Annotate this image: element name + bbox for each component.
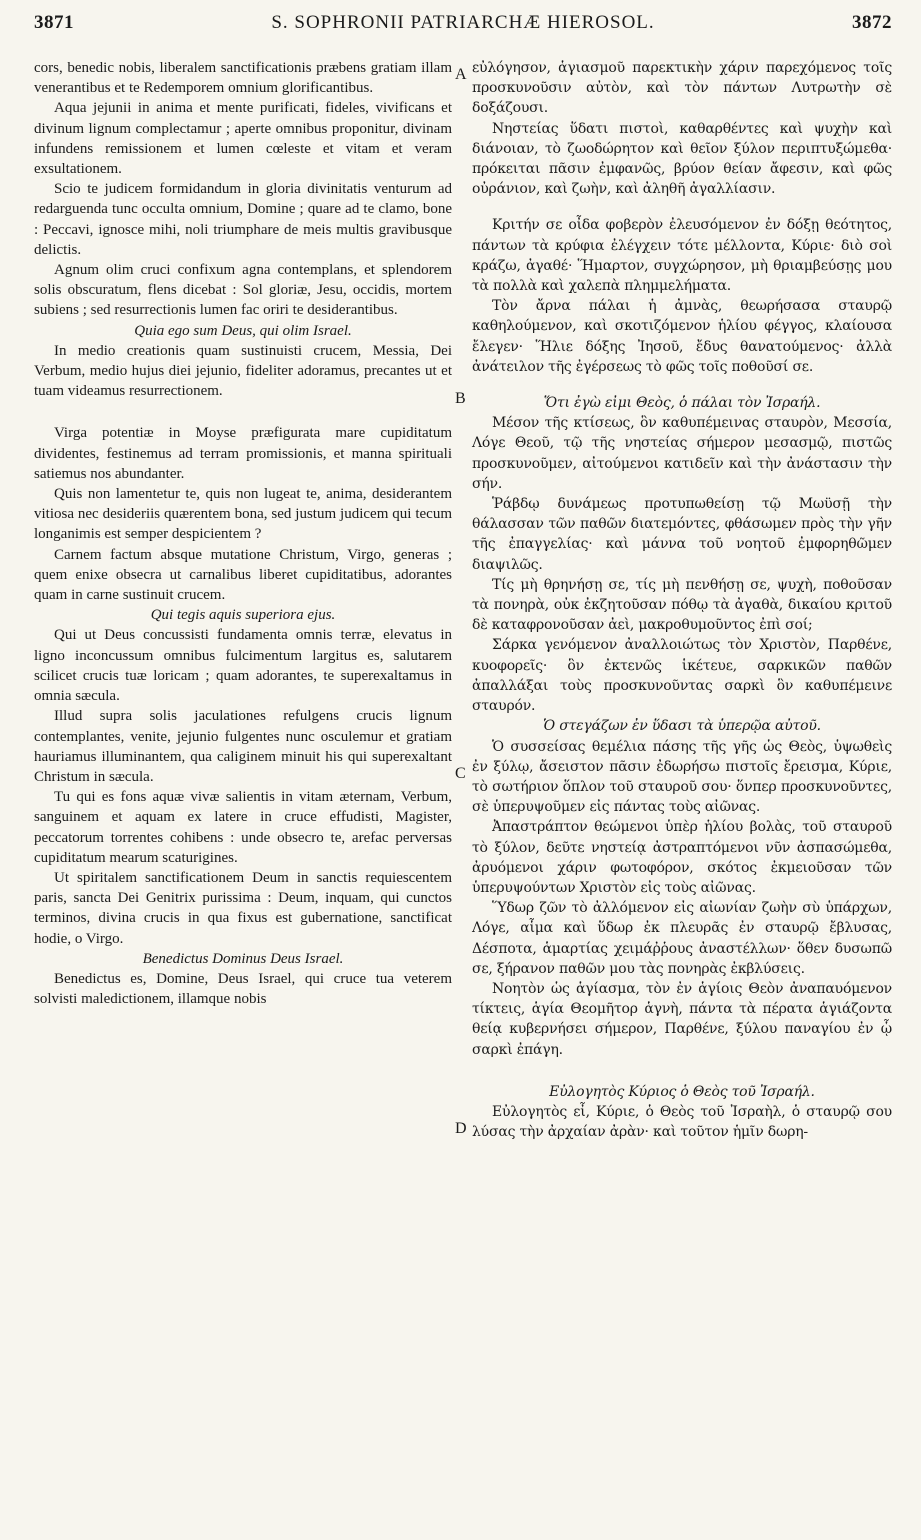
page-number-left: 3871 bbox=[34, 12, 74, 33]
paragraph-gap bbox=[472, 377, 892, 393]
latin-paragraph: Qui ut Deus concussisti fundamenta omnis terræ, elevatus in ligno inconcussum omnibus fulcimentum largitus es, salutarem scilicet crucis tuæ loricam ; quam adorantes, te superexaltamus in omnia sæcula. bbox=[34, 627, 452, 705]
greek-paragraph: Εὐλογητὸς εἶ, Κύριε, ὁ Θεὸς τοῦ Ἰσραὴλ, ὁ σταυρῷ σου λύσας τὴν ἀρχαίαν ἀρὰν· καὶ τοῦτον ἡμῖν δωρη- bbox=[472, 1103, 892, 1141]
latin-section-heading: Benedictus Dominus Deus Israel. bbox=[142, 950, 344, 967]
page-number-right: 3872 bbox=[852, 12, 892, 33]
paragraph-gap bbox=[472, 199, 892, 215]
greek-paragraph: Τὸν ἄρνα πάλαι ἡ ἀμνὰς, θεωρήσασα σταυρῷ καθηλούμενον, καὶ σκοτιζόμενον ἡλίου φέγγος, κλαίουσα ἔλεγεν· Ἥλιε δόξης Ἰησοῦ, ἔδυς θανατούμενος· ἀλλὰ ἀνάτειλον τῆς ἐγέρσεως τὸ φῶς τοῖς ποθοῦσί σε. bbox=[472, 298, 892, 375]
paragraph-gap bbox=[34, 401, 452, 423]
latin-paragraph: Benedictus es, Domine, Deus Israel, qui cruce tua veterem solvisti maledictionem, illamque nobis bbox=[34, 970, 452, 1008]
greek-paragraph: Ῥάβδῳ δυνάμεως προτυπωθείσῃ τῷ Μωϋσῇ τὴν θάλασσαν τῶν παθῶν διατεμόντες, φθάσωμεν πρὸς τὴν γῆν τῆς ἐπαγγελίας· καὶ μάννα τοῦ νοητοῦ ἐμφορηθῶμεν διαψιλῶς. bbox=[472, 496, 892, 573]
latin-paragraph: Agnum olim cruci confixum agna contemplans, et splendorem solis obscuratum, flens dicebat : Sol gloriæ, Jesu, occidis, mortem subiens ; sed resurrectionis lumen fac oriri te desiderantibus. bbox=[34, 262, 452, 319]
greek-paragraph: Ὁ συσσείσας θεμέλια πάσης τῆς γῆς ὡς Θεὸς, ὑψωθεὶς ἐν ξύλῳ, ἄσειστον πᾶσιν ἐδωρήσω πιστοῖς ἔρεισμα, Κύριε, τὸ σωτήριον ὅπλον τοῦ σταυροῦ σου· ὅνπερ προσκυνοῦντες, σὲ ὑπερυψοῦμεν εἰς πάντας τοὺς αἰῶνας. bbox=[472, 738, 892, 816]
greek-paragraph: Μέσον τῆς κτίσεως, ὃν καθυπέμεινας σταυρὸν, Μεσσία, Λόγε Θεοῦ, τῷ τῆς νηστείας σήμερον μεσασμῷ, πιστῶς προσκυνοῦμεν, αἰτούμενοι κατιδεῖν καὶ τὴν ἀνάστασιν τὴν σήν. bbox=[472, 415, 892, 492]
page-header bbox=[34, 8, 892, 42]
latin-section-heading: Qui tegis aquis superiora ejus. bbox=[150, 607, 336, 624]
greek-paragraph: Νηστείας ὕδατι πιστοὶ, καθαρθέντες καὶ ψυχὴν καὶ διάνοιαν, τὸ ζωοδώρητον καὶ θεῖον ξύλον περιπτυξώμεθα· πρόκειται πᾶσιν ἐμφανῶς, βρύον θείαν ἄφεσιν, καὶ φῶς οὐράνιον, καὶ ζωὴν, καὶ ἀληθῆ ἀγαλλίασιν. bbox=[472, 120, 892, 198]
latin-paragraph: Carnem factum absque mutatione Christum, Virgo, generas ; quem enixe obsecra ut carnalibus liberet cupiditatibus, adorantes quam in carne sustinuit crucem. bbox=[34, 546, 452, 604]
latin-paragraph: Ut spiritalem sanctificationem Deum in sanctis requiescentem paris, sancta Dei Genitrix purissima : Deum, inquam, qui cunctos terminos, divina crucis in qua fixus est gubernatione, sanctificat hodie, o Virgo. bbox=[34, 869, 452, 947]
greek-paragraph: Ἀπαστράπτον θεώμενοι ὑπὲρ ἡλίου βολὰς, τοῦ σταυροῦ τὸ ξύλον, δεῦτε νηστείᾳ ἀστραπτόμενοι νῦν ἀσπασώμεθα, ἀρυόμενοι χάριν φωτοφόρον, σκότος ἐκμειοῦσαν τῶν ὑπερυψούντων Χριστὸν εἰς τοὺς αἰῶνας. bbox=[472, 819, 892, 896]
latin-paragraph: Scio te judicem formidandum in gloria divinitatis venturum ad redarguenda tunc occulta omnium, Domine ; quare ad te clamo, bone : Peccavi, ignosce mihi, noli triumphare de meis multis gravibusque delictis. bbox=[34, 181, 452, 258]
latin-paragraph: Virga potentiæ in Moyse præfigurata mare cupiditatum dividentes, festinemus ad terram promissionis, et manna spirituali satiemus nos abundanter. bbox=[34, 425, 452, 482]
paragraph-gap bbox=[472, 1060, 892, 1082]
greek-paragraph: εὐλόγησον, ἁγιασμοῦ παρεκτικὴν χάριν παρεχόμενος τοῖς προσκυνοῦσιν αὐτὸν, καὶ τὸν πάντων Λυτρωτὴν σὲ δοξάζουσι. bbox=[472, 60, 892, 117]
margin-letter-d: D bbox=[455, 1120, 467, 1137]
greek-paragraph: Ὕδωρ ζῶν τὸ ἀλλόμενον εἰς αἰωνίαν ζωὴν σὺ ὑπάρχων, Λόγε, αἷμα καὶ ὕδωρ ἐκ πλευρᾶς ἐν σταυρῷ ἔβλυσας, Δέσποτα, ἁμαρτίας χειμάῤῥους ἀναστέλλων· ὅθεν δυσωπῶ σε, ξήρανον παθῶν μου τὰς πονηρὰς ἐκβλύσεις. bbox=[472, 900, 892, 977]
latin-paragraph: Aqua jejunii in anima et mente purificati, fideles, vivificans et divinum lignum complectamur ; aperte omnibus proponitur, divinam infundens remissionem et lumen cœleste et vitam et veram exsultationem. bbox=[34, 100, 452, 178]
greek-paragraph: Κριτήν σε οἶδα φοβερὸν ἐλευσόμενον ἐν δόξῃ θεότητος, πάντων τὰ κρύφια ἐλέγχειν τότε μέλλοντα, Κύριε· διὸ σοὶ κράζω, ἀγαθέ· Ἥμαρτον, συγχώρησον, μὴ θριαμβεύσῃς μου τὰ πολλὰ καὶ χαλεπὰ πλημμελήματα. bbox=[472, 217, 892, 295]
margin-letter-b: B bbox=[455, 390, 466, 407]
greek-section-heading: Ὁ στεγάζων ἐν ὕδασι τὰ ὑπερῷα αὐτοῦ. bbox=[543, 718, 821, 735]
greek-paragraph: Νοητὸν ὡς ἁγίασμα, τὸν ἐν ἁγίοις Θεὸν ἀναπαυόμενον τίκτεις, ἁγία Θεομῆτορ ἁγνὴ, πάντα τὰ πέρατα ἁγιάζοντα θείᾳ κυβερνήσει σήμερον, Παρθένε, ξύλου παναγίου ἐν ᾧ σαρκὶ ἐπάγη. bbox=[472, 980, 892, 1058]
margin-letter-c: C bbox=[455, 765, 466, 782]
latin-paragraph: Illud supra solis jaculationes refulgens crucis lignum contemplantes, venite, jejunio fulgentes nunc osculemur et gratiam hauriamus illuminantem, qua caliginem minuit his qui superexaltant Christum in sæcula. bbox=[34, 708, 452, 785]
running-title: S. SOPHRONII PATRIARCHÆ HIEROSOL. bbox=[271, 12, 655, 33]
latin-column bbox=[34, 58, 452, 1009]
latin-paragraph: In medio creationis quam sustinuisti crucem, Messia, Dei Verbum, medio hujus diei jejunio, fideliter adoramus, precantes ut et tuam videamus resurrectionem. bbox=[34, 342, 452, 400]
greek-section-heading: Ὅτι ἐγὼ εἰμι Θεὸς, ὁ πάλαι τὸν Ἰσραήλ. bbox=[543, 395, 821, 412]
greek-paragraph: Σάρκα γενόμενον ἀναλλοιώτως τὸν Χριστὸν, Παρθένε, κυοφορεῖς· ὃν ἐκτενῶς ἱκέτευε, σαρκικῶν παθῶν ἀπαλλάξαι τοὺς προσκυνοῦντας σαρκὶ ὃν καθυπέμεινε σταυρόν. bbox=[472, 637, 892, 715]
margin-letter-a: A bbox=[455, 66, 467, 83]
latin-paragraph: Quis non lamentetur te, quis non lugeat te, anima, desiderantem vitiosa nec desideriis quærentem bona, sed justum judicem qui tecum longanimis est semper despicientem ? bbox=[34, 486, 452, 543]
latin-paragraph: Tu qui es fons aquæ vivæ salientis in vitam æternam, Verbum, sanguinem et aquam ex latere in cruce effudisti, Magister, peccatorum torrentes cohibens : unde obsecro te, arefac perversas cupiditatum mearum scaturigines. bbox=[34, 789, 452, 866]
greek-column bbox=[472, 58, 892, 1142]
greek-section-heading: Εὐλογητὸς Κύριος ὁ Θεὸς τοῦ Ἰσραήλ. bbox=[549, 1083, 815, 1100]
latin-paragraph: cors, benedic nobis, liberalem sanctificationis præbens gratiam illam venerantibus et te Redemporem omnium glorificantibus. bbox=[34, 60, 452, 97]
greek-paragraph: Τίς μὴ θρηνήσῃ σε, τίς μὴ πενθήσῃ σε, ψυχὴ, ποθοῦσαν τὰ πονηρὰ, οὐκ ἐκζητοῦσαν πόθῳ τὰ ἀγαθὰ, δικαίου κριτοῦ δὲ καταφρονοῦσαν ἀεὶ, μακροθυμοῦντος ἐπὶ σοί; bbox=[472, 576, 892, 634]
latin-section-heading: Quia ego sum Deus, qui olim Israel. bbox=[134, 322, 352, 339]
